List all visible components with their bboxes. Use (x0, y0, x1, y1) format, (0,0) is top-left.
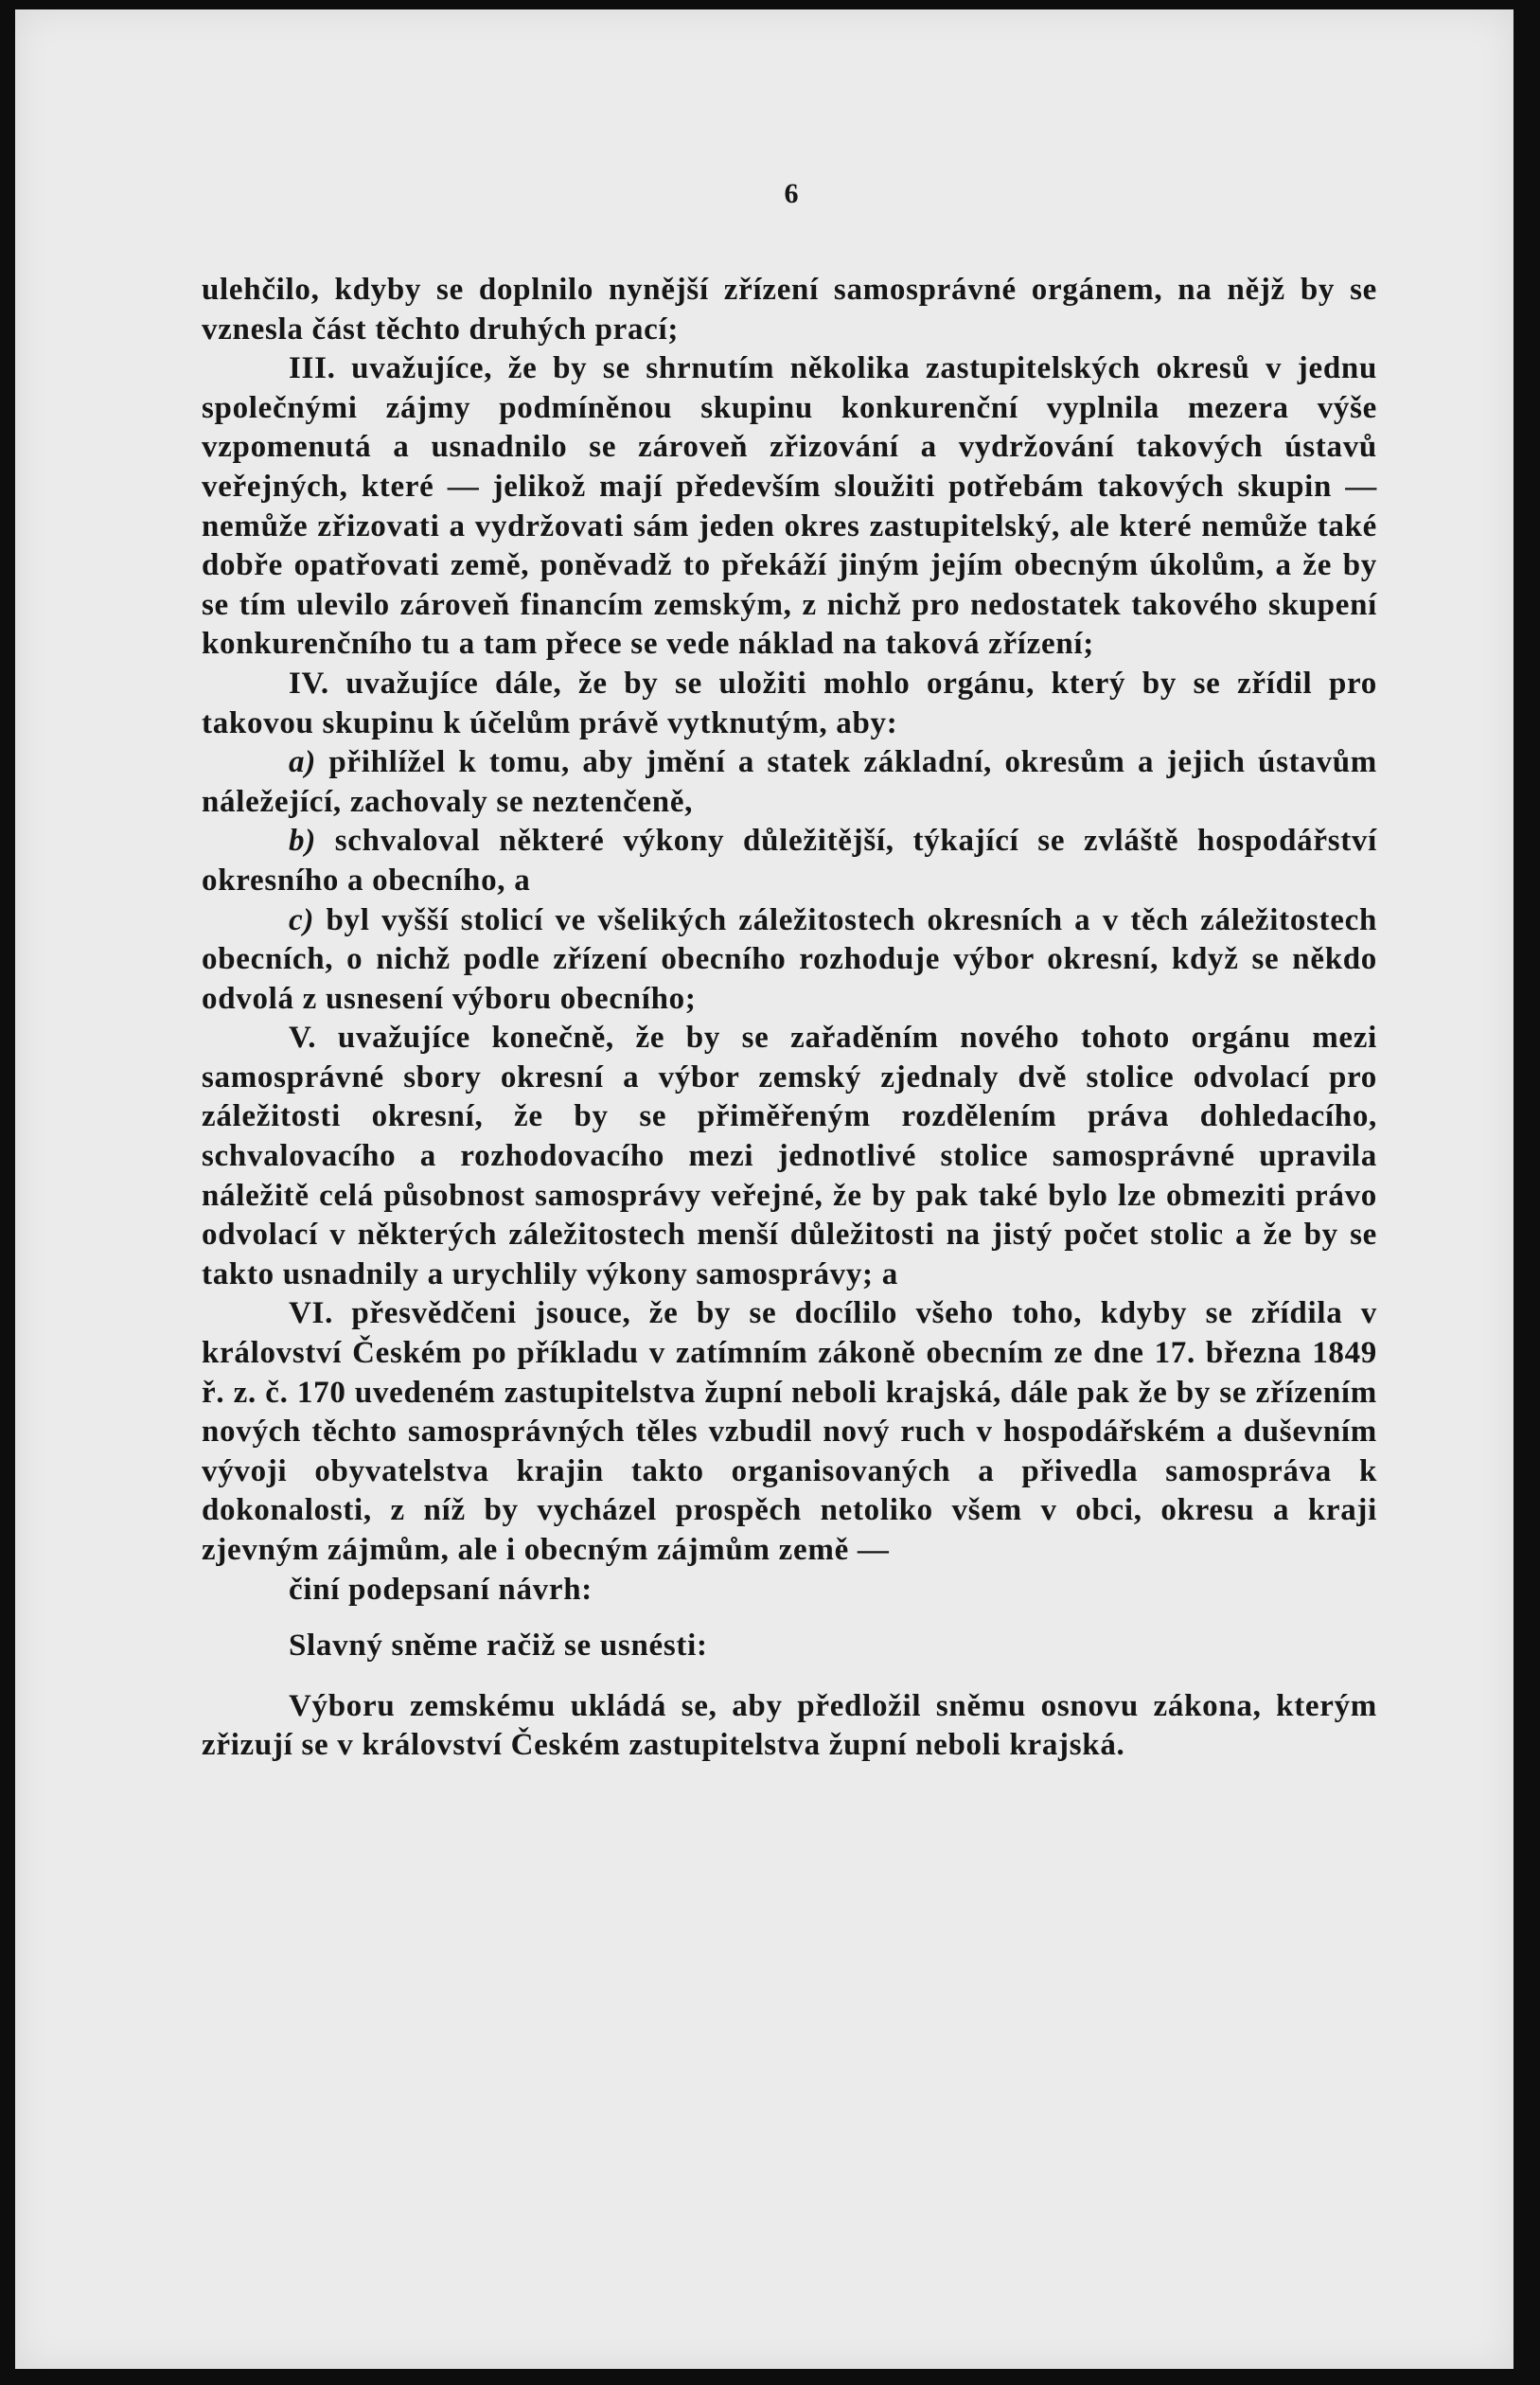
item-a (202, 743, 1377, 822)
item-b (202, 822, 1377, 900)
item-c-marker: c) (289, 902, 315, 937)
paragraph-iii: III. uvažujíce, že by se shrnutím několika zastupitelských okresů v jednu společnými zájmy podmíněnou skupinu konkurenční vyplnila mezera výše vzpomenutá a usnadnilo se zároveň zřizování a vydržování takových ústavů veřejných, které — jelikož mají především sloužiti potřebám takových skupin — nemůže zřizovati a vydržovati sám jeden okres zastupitelský, ale které nemůže také dobře opatřovati země, poněvadž to překáží jiným jejím obecným úkolům, a že by se tím ulevilo zároveň financím zemským, z nichž pro nedostatek takového skupení konkurenčního tu a tam přece se vede náklad na taková zřízení; (202, 351, 1377, 662)
item-c (202, 901, 1377, 1020)
item-b-marker: b) (289, 824, 316, 859)
motion-text: Výboru zemskému ukládá se, aby předložil sněmu osnovu zákona, kterým zřizují se v království Českém zastupitelstva župní neboli krajská. (202, 1688, 1377, 1763)
scanned-page (15, 9, 1513, 2369)
body-text (202, 271, 1377, 1766)
item-b-text: schvaloval některé výkony důležitější, týkající se zvláště hospodářství okresního a obecního, a (202, 824, 1378, 898)
motion-address: Slavný sněme račiž se usnésti: (289, 1629, 708, 1664)
item-a-marker: a) (289, 745, 316, 780)
paragraph-iv: IV. uvažujíce dále, že by se uložiti mohlo orgánu, který by se zřídil pro takovou skupinu k účelům právě vytknutým, aby: (202, 666, 1377, 740)
paragraph-continuation: ulehčilo, kdyby se doplnilo nynější zřízení samosprávné orgánem, na nějž by se vznesla část těchto druhých prací; (202, 273, 1377, 347)
item-a-text: přihlížel k tomu, aby jmění a statek základní, okresům a jejich ústavům náležející, zachovaly se neztenčeně, (202, 745, 1377, 819)
paragraph-v: V. uvažujíce konečně, že by se zařaděním nového tohoto orgánu mezi samosprávné sbory okresní a výbor zemský zjednaly dvě stolice odvolací pro záležitosti okresní, že by se přiměřeným rozdělením práva dohledacího, schvalovacího a rozhodovacího mezi jednotlivé stolice samosprávné upravila náležitě celá působnost samosprávy veřejné, že by pak také bylo lze obmeziti právo odvolací v některých záležitostech menší důležitosti na jistý počet stolic a že by se takto usnadnily a urychlily výkony samosprávy; a (202, 1021, 1377, 1291)
paragraph-vi: VI. přesvědčeni jsouce, že by se docílilo všeho toho, kdyby se zřídila v království Českém po příkladu v zatímním zákoně obecním ze dne 17. března 1849 ř. z. č. 170 uvedeném zastupitelstva župní neboli krajská, dále pak že by se zřízením nových těchto samosprávných těles vzbudil nový ruch v hospodářském a duševním vývoji obyvatelstva krajin takto organisovaných a přivedla samospráva k dokonalosti, z níž by vycházel prospěch netoliko všem v obci, okresu a kraji zjevným zájmům, ale i obecným zájmům země — (202, 1296, 1377, 1567)
motion-intro: činí podepsaní návrh: (289, 1572, 593, 1607)
page-number: 6 (784, 178, 799, 209)
item-c-text: byl vyšší stolicí ve všelikých záležitostech okresních a v těch záležitostech obecních, o nichž podle zřízení obecního rozhoduje výbor okresní, když se někdo odvolá z usnesení výboru obecního; (202, 902, 1377, 1016)
